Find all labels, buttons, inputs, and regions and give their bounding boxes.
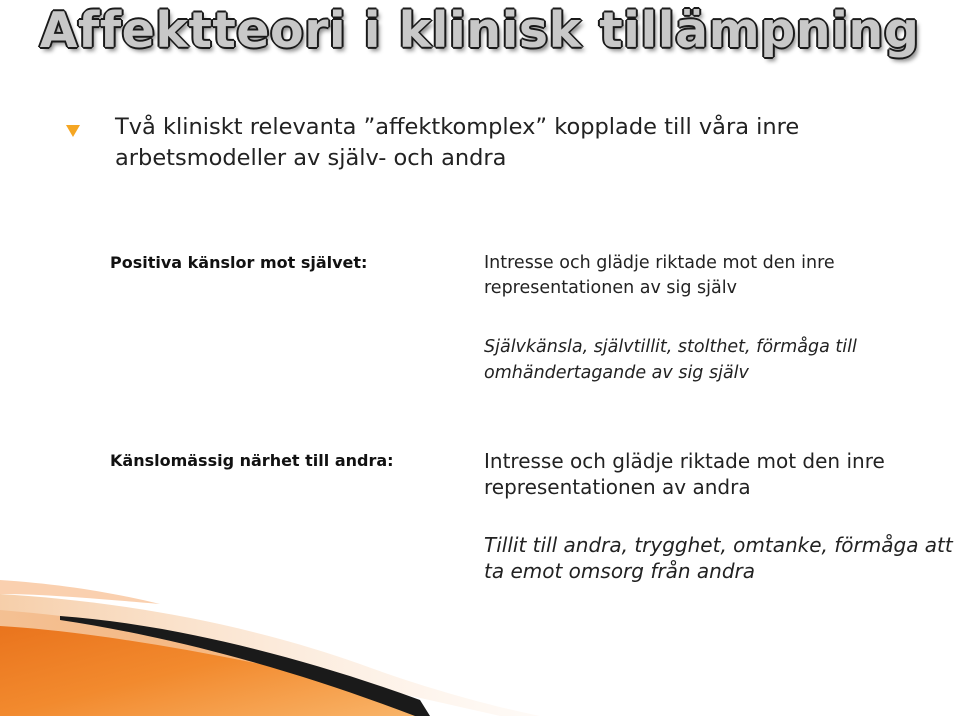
slide-title: Affektteori i klinisk tillämpning [39, 2, 920, 59]
bullet-text: Två kliniskt relevanta ”affektkomplex” kopplade till våra inre arbetsmodeller av själv- och andra [115, 114, 800, 171]
row-description-others: Intresse och glädje riktade mot den inre representationen av andra [484, 449, 885, 499]
row-qualities-others: Tillit till andra, trygghet, omtanke, förmåga att ta emot omsorg från andra [484, 533, 953, 583]
row-label-self: Positiva känslor mot självet: [110, 253, 368, 272]
triangle-down-icon [66, 125, 80, 137]
decorative-swoosh [0, 580, 959, 716]
row-label-others: Känslomässig närhet till andra: [110, 451, 394, 470]
row-description-self: Intresse och glädje riktade mot den inre representationen av sig själv [484, 253, 835, 298]
row-qualities-self: Självkänsla, självtillit, stolthet, förmåga till omhändertagande av sig själv [484, 337, 857, 383]
